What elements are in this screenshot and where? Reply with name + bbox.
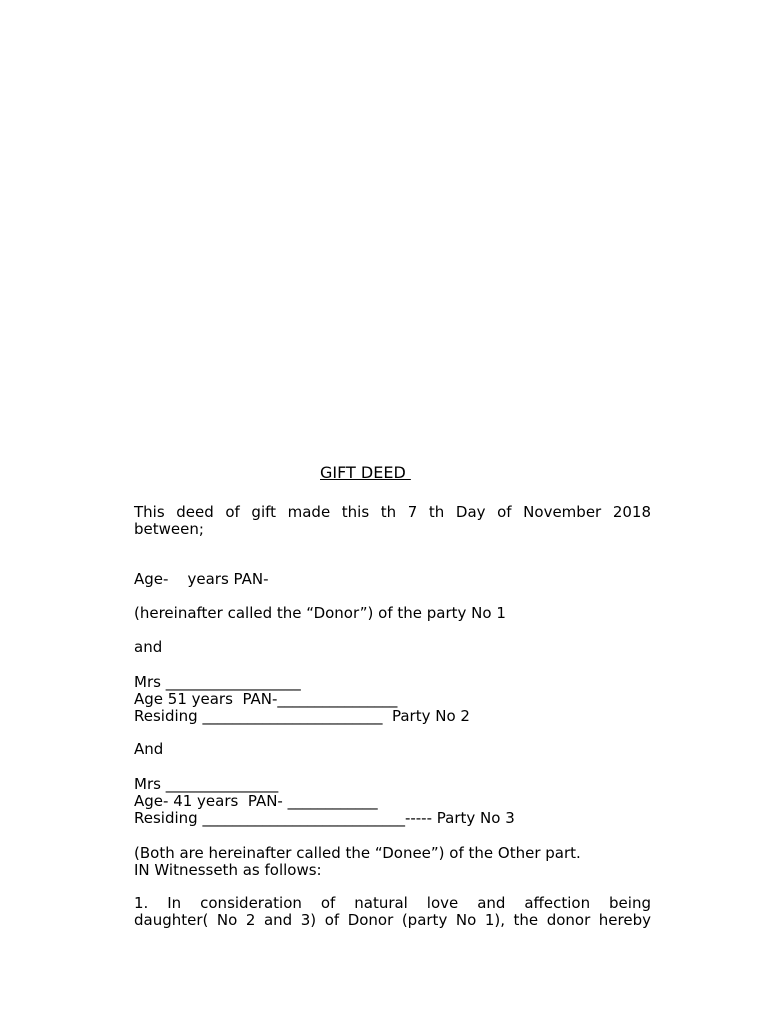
party2-residing-line: Residing ________________________ Party No 2 <box>134 707 470 725</box>
party3-residing-line: Residing ___________________________----- Party No 3 <box>134 809 515 827</box>
intro-line-1: This deed of gift made this th 7 th Day of November 2018 <box>134 503 651 521</box>
party2-name-line: Mrs __________________ <box>134 673 301 691</box>
clause-1-line-1: 1. In consideration of natural love and affection being <box>134 894 651 912</box>
party3-name-line: Mrs _______________ <box>134 775 279 793</box>
intro-line-2: between; <box>134 520 204 538</box>
clause-1-line-2: daughter( No 2 and 3) of Donor (party No 1), the donor hereby <box>134 911 651 929</box>
document-title: GIFT DEED <box>320 463 411 482</box>
donor-called-line: (hereinafter called the “Donor”) of the party No 1 <box>134 604 506 622</box>
and-separator-1: and <box>134 638 163 656</box>
party3-age-line: Age- 41 years PAN- ____________ <box>134 792 378 810</box>
and-separator-2: And <box>134 740 164 758</box>
donor-age-line: Age- years PAN- <box>134 570 269 588</box>
witnesseth-line: IN Witnesseth as follows: <box>134 861 322 879</box>
donee-called-line: (Both are hereinafter called the “Donee”) of the Other part. <box>134 844 581 862</box>
party2-age-line: Age 51 years PAN-________________ <box>134 690 398 708</box>
